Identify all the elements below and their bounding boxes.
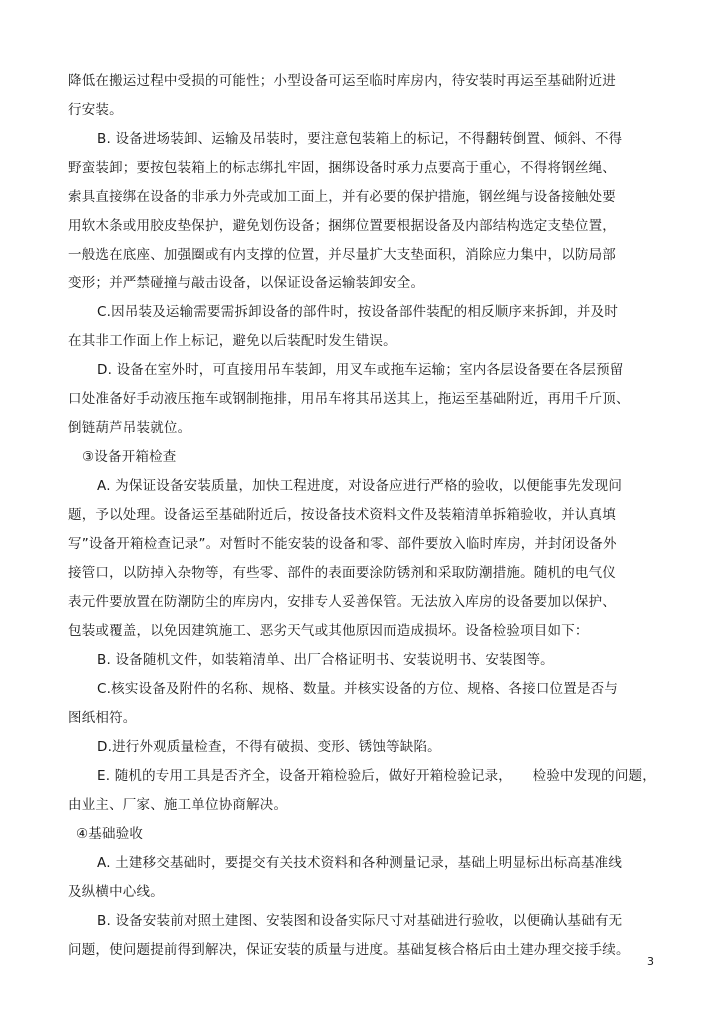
text-line: D.进行外观质量检查，不得有破损、变形、锈蚀等缺陷。 — [97, 739, 441, 755]
text-line: 接管口，以防掉入杂物等，有些零、部件的表面要涂防锈剂和采取防潮措施。随机的电气仪 — [68, 565, 616, 581]
page-number: 3 — [647, 955, 654, 968]
text-line: C.因吊装及运输需要需拆卸设备的部件时，按设备部件装配的相反顺序来拆卸，并及时 — [97, 304, 619, 320]
text-line: 图纸相符。 — [68, 710, 137, 726]
text-line: A. 土建移交基础时，要提交有关技术资料和各种测量记录，基础上明显标出标高基准线 — [97, 855, 623, 871]
text-line: 倒链葫芦吊装就位。 — [68, 420, 192, 436]
text-line: 问题，使问题提前得到解决，保证安装的质量与进度。基础复核合格后由土建办理交接手续。 — [68, 942, 630, 958]
text-line: B. 设备安装前对照土建图、安装图和设备实际尺寸对基础进行验收，以便确认基础有无 — [97, 913, 623, 929]
text-line: D. 设备在室外时，可直接用吊车装卸，用叉车或拖车运输；室内各层设备要在各层预留 — [97, 362, 624, 378]
section-heading: ④基础验收 — [76, 826, 144, 842]
text-line: 行安装。 — [68, 102, 123, 118]
text-line: 包装或覆盖，以免因建筑施工、恶劣天气或其他原因而造成损坏。设备检验项目如下： — [68, 623, 589, 639]
text-line: 在其非工作面上作上标记，避免以后装配时发生错误。 — [68, 333, 397, 349]
text-line: C.核实设备及附件的名称、规格、数量。并核实设备的方位、规格、各接口位置是否与 — [97, 681, 619, 697]
text-line: A. 为保证设备安装质量，加快工程进度，对设备应进行严格的验收，以便能事先发现问 — [97, 478, 623, 494]
text-line: 表元件要放置在防潮防尘的库房内，安排专人妥善保管。无法放入库房的设备要加以保护、 — [68, 594, 616, 610]
text-line: 野蛮装卸；要按包装箱上的标志绑扎牢固，捆绑设备时承力点要高于重心，不得将钢丝绳、 — [68, 160, 616, 176]
text-line: 由业主、厂家、施工单位协商解决。 — [68, 797, 288, 813]
text-line: 变形；并严禁碰撞与敲击设备，以保证设备运输装卸安全。 — [68, 275, 425, 291]
text-line: 写”设备开箱检查记录”。对暂时不能安装的设备和零、部件要放入临时库房，并封闭设备外 — [68, 536, 617, 552]
text-line: E. 随机的专用工具是否齐全，设备开箱检验后，做好开箱检验记录， 检验中发现的问题， — [97, 768, 656, 784]
text-line: 一般选在底座、加强圈或有内支撑的位置，并尽量扩大支垫面积，消除应力集中，以防局部 — [68, 247, 616, 263]
text-line: 用软木条或用胶皮垫保护，避免划伤设备；捆绑位置要根据设备及内部结构选定支垫位置， — [68, 218, 616, 234]
text-line: B. 设备随机文件，如装箱清单、出厂合格证明书、安装说明书、安装图等。 — [97, 652, 554, 668]
text-line: 口处准备好手动液压拖车或钢制拖排，用吊车将其吊送其上，拖运至基础附近，再用千斤顶、 — [68, 391, 630, 407]
text-line: 题，予以处理。设备运至基础附近后，按设备技术资料文件及装箱清单拆箱验收，并认真填 — [68, 507, 616, 523]
text-line: 索具直接绑在设备的非承力外壳或加工面上，并有必要的保护措施，钢丝绳与设备接触处要 — [68, 189, 616, 205]
text-line: 及纵横中心线。 — [68, 884, 164, 900]
text-line: 降低在搬运过程中受损的可能性；小型设备可运至临时库房内，待安装时再运至基础附近进 — [68, 73, 616, 89]
section-heading: ③设备开箱检查 — [82, 449, 177, 465]
text-line: B. 设备进场装卸、运输及吊装时，要注意包装箱上的标记，不得翻转倒置、倾斜、不得 — [97, 131, 623, 147]
